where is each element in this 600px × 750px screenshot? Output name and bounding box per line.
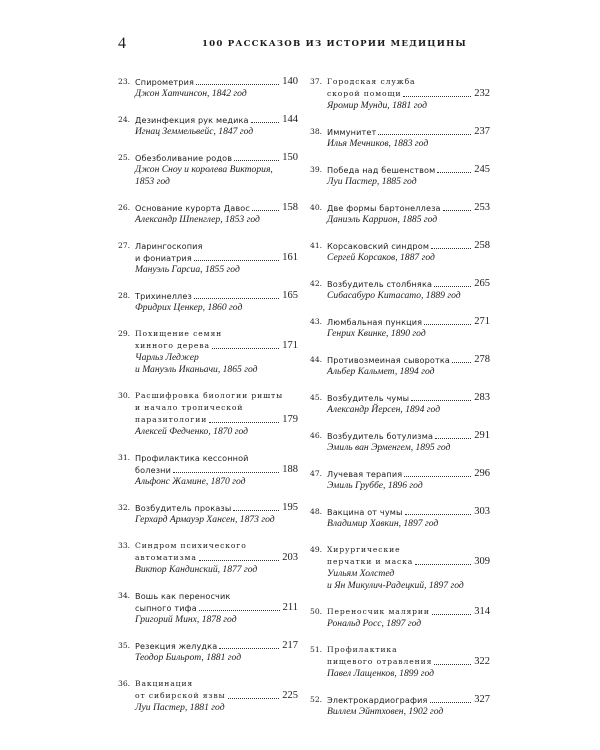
entry-page-number: 291 [474,430,490,441]
toc-title-line [118,690,298,702]
dot-leader [196,84,279,85]
entry-author: Виктор Кандинский, 1877 год [135,564,258,575]
entry-title: Переносчик малярии [327,607,430,616]
dot-leader [411,400,471,401]
dot-leader [209,422,279,423]
entry-title: Возбудитель чумы [327,393,410,403]
entry-title: Возбудитель проказы [135,503,232,513]
toc-entry[interactable] [118,390,298,438]
toc-title-line [310,316,490,328]
toc-title-line [310,126,490,138]
dot-leader [234,160,279,161]
toc-title-line [310,468,490,480]
entry-author: Герхард Армауэр Хансен, 1873 год [135,514,275,525]
entry-title: Дезинфекция рук медика [135,115,249,125]
toc-title-line [118,414,298,426]
toc-title-line [310,354,490,366]
toc-entry[interactable] [310,316,490,340]
toc-title-line [118,252,298,264]
dot-leader [404,476,471,477]
entry-number: 24. [118,115,131,124]
toc-author-line [118,352,298,364]
toc-title-line [310,656,490,668]
toc-title-line [118,402,298,414]
entry-number: 23. [118,77,131,86]
toc-author-line [310,580,490,592]
dot-leader [378,134,471,135]
toc-author-line [118,514,298,526]
toc-author-line [310,668,490,680]
entry-author: Джон Хатчинсон, 1842 год [135,88,247,99]
dot-leader [431,248,471,249]
toc-entry[interactable] [310,76,490,112]
entry-number: 35. [118,641,131,650]
toc-entry[interactable] [118,76,298,100]
entry-number: 50. [310,607,323,616]
toc-entry[interactable] [310,644,490,680]
entry-page-number: 144 [282,114,298,125]
entry-title: и начало тропической [135,403,244,412]
toc-author-line [310,404,490,416]
entry-author: Мануэль Гарсиа, 1855 год [135,264,240,275]
dot-leader [415,564,471,565]
dot-leader [252,210,279,211]
toc-author-line [310,706,490,718]
entry-page-number: 232 [474,88,490,99]
entry-page-number: 171 [282,340,298,351]
entry-number: 44. [310,355,323,364]
toc-title-line [118,502,298,514]
entry-number: 40. [310,203,323,212]
entry-title: Вакцинация [135,679,194,688]
toc-entry[interactable] [118,290,298,314]
entry-number: 45. [310,393,323,402]
toc-author-line [118,302,298,314]
toc-entry[interactable] [118,540,298,576]
entry-number: 31. [118,453,131,462]
toc-author-line [310,480,490,492]
entry-number: 25. [118,153,131,162]
dot-leader [194,260,279,261]
entry-number: 33. [118,541,131,550]
toc-author-line [310,618,490,630]
toc-author-line [118,426,298,438]
toc-author-line [310,518,490,530]
entry-author: Павел Лащенков, 1899 год [327,668,435,679]
toc-title-line [310,506,490,518]
entry-page-number: 237 [474,126,490,137]
toc-author-line [118,564,298,576]
toc-entry[interactable] [310,430,490,454]
entry-title: Спирометрия [135,77,195,87]
toc-entry[interactable] [310,164,490,188]
entry-number: 51. [310,645,323,654]
dot-leader [434,664,471,665]
dot-leader [212,348,279,349]
dot-leader [434,286,471,287]
entry-author: Даниэль Каррион, 1885 год [327,214,438,225]
toc-entry[interactable] [118,328,298,376]
entry-author: Александр Йерсен, 1894 год [327,404,441,415]
entry-author: Джон Сноу и королева Виктория, [135,164,273,175]
entry-author: Алексей Федченко, 1870 год [135,426,248,437]
entry-author: Виллем Эйнтховен, 1902 год [327,706,444,717]
dot-leader [424,324,471,325]
toc-title-line [310,278,490,290]
entry-author: 1853 год [135,176,170,187]
entry-author: и Ян Микулич-Радецкий, 1897 год [327,580,464,591]
entry-number: 49. [310,545,323,554]
entry-number: 48. [310,507,323,516]
entry-title: Возбудитель ботулизма [327,431,434,441]
toc-title-line [118,202,298,214]
dot-leader [173,472,279,473]
toc-title-line [310,694,490,706]
toc-title-line [310,392,490,404]
toc-entry[interactable] [118,152,298,188]
entry-number: 41. [310,241,323,250]
entry-number: 37. [310,77,323,86]
entry-page-number: 225 [282,690,298,701]
dot-leader [219,648,279,649]
toc-entry[interactable] [118,202,298,226]
dot-leader [403,96,471,97]
entry-title: болезни [135,465,172,475]
toc-title-line [118,114,298,126]
dot-leader [251,122,279,123]
entry-number: 47. [310,469,323,478]
entry-number: 43. [310,317,323,326]
toc-author-line [118,264,298,276]
page-header [118,35,490,53]
entry-number: 26. [118,203,131,212]
toc-entry[interactable] [118,502,298,526]
entry-title: Победа над бешенством [327,165,436,175]
toc-author-line [118,614,298,626]
toc-entry[interactable] [310,468,490,492]
entry-title: хинного дерева [135,341,210,350]
entry-page-number: 203 [282,552,298,563]
toc-entry[interactable] [310,202,490,226]
toc-entry[interactable] [118,452,298,488]
entry-title: Возбудитель столбняка [327,279,433,289]
entry-page-number: 211 [282,602,298,613]
entry-page-number: 253 [474,202,490,213]
entry-title: Расшифровка биологии ришты [135,391,284,400]
entry-page-number: 271 [474,316,490,327]
entry-title: пищевого отравления [327,657,433,666]
toc-entry[interactable] [310,126,490,150]
toc-author-line [310,442,490,454]
entry-title: Обезболивание родов [135,153,233,163]
toc-title-line [310,556,490,568]
entry-author: Илья Мечников, 1883 год [327,138,429,149]
toc-title-line [310,202,490,214]
entry-page-number: 165 [282,290,298,301]
toc-author-line [118,702,298,714]
entry-page-number: 278 [474,354,490,365]
toc-entry[interactable] [118,240,298,276]
page-number: 4 [118,35,126,52]
toc-title-line [310,88,490,100]
entry-page-number: 161 [282,252,298,263]
entry-title: Профилактика [327,645,398,654]
entry-title: Лучевая терапия [327,469,403,479]
entry-title: Люмбальная пункция [327,317,423,327]
entry-title: Городская служба [327,77,416,86]
toc-title-line [310,544,490,556]
toc-title-line [118,552,298,564]
dot-leader [430,702,471,703]
entry-page-number: 150 [282,152,298,163]
toc-entry[interactable] [310,278,490,302]
entry-page-number: 258 [474,240,490,251]
entry-page-number: 195 [282,502,298,513]
toc-author-line [310,176,490,188]
entry-author: Альбер Кальмет, 1894 год [327,366,435,377]
toc-author-line [310,366,490,378]
toc-title-line [118,328,298,340]
toc-entry[interactable] [310,606,490,630]
entry-author: Генрих Квинке, 1890 год [327,328,426,339]
entry-page-number: 245 [474,164,490,175]
entry-number: 36. [118,679,131,688]
entry-page-number: 309 [474,556,490,567]
dot-leader [435,438,471,439]
toc-author-line [118,126,298,138]
toc-author-line [118,88,298,100]
entry-author: Игнац Земмельвейс, 1847 год [135,126,254,137]
toc-author-line [118,652,298,664]
dot-leader [233,510,279,511]
dot-leader [199,560,279,561]
toc-author-line [310,252,490,264]
running-title: 100 РАССКАЗОВ ИЗ ИСТОРИИ МЕДИЦИНЫ [202,39,467,49]
toc-entry[interactable] [310,392,490,416]
entry-number: 42. [310,279,323,288]
entry-page-number: 327 [474,694,490,705]
entry-title: паразитологии [135,415,208,424]
entry-author: Владимир Хавкин, 1897 год [327,518,439,529]
entry-title: Две формы бартонеллеза [327,203,441,213]
dot-leader [452,362,471,363]
toc-title-line [118,540,298,552]
dot-leader [405,514,471,515]
entry-page-number: 283 [474,392,490,403]
toc-title-line [118,240,298,252]
toc-title-line [118,390,298,402]
toc-entry[interactable] [118,640,298,664]
toc-entry[interactable] [310,694,490,718]
toc-author-line [118,476,298,488]
toc-entry[interactable] [310,506,490,530]
toc-title-line [118,602,298,614]
toc-title-line [310,644,490,656]
toc-title-line [118,678,298,690]
toc-title-line [118,76,298,88]
entry-title: Трихинеллез [135,291,192,301]
dot-leader [443,210,471,211]
entry-page-number: 314 [474,606,490,617]
entry-author: Луи Пастер, 1881 год [135,702,225,713]
entry-title: Противозмеиная сыворотка [327,355,451,365]
toc-title-line [310,430,490,442]
entry-author: Яромир Мунди, 1881 год [327,100,427,111]
entry-author: Григорий Минх, 1878 год [135,614,237,625]
toc-entry[interactable] [118,678,298,714]
entry-author: Эмиль ван Эрменгем, 1895 год [327,442,451,453]
entry-title: Хирургические [327,545,401,554]
toc-entry[interactable] [310,354,490,378]
entry-author: Фридрих Ценкер, 1860 год [135,302,243,313]
dot-leader [194,298,279,299]
toc-title-line [118,152,298,164]
toc-title-line [310,606,490,618]
entry-number: 39. [310,165,323,174]
entry-title: Электрокардиография [327,695,428,705]
toc-title-line [118,340,298,352]
entry-title: от сибирской язвы [135,691,226,700]
toc-entry[interactable] [118,590,298,626]
entry-page-number: 158 [282,202,298,213]
toc-entry[interactable] [310,240,490,264]
entry-number: 29. [118,329,131,338]
entry-author: Рональд Росс, 1897 год [327,618,422,629]
entry-author: Луи Пастер, 1885 год [327,176,417,187]
entry-author: Сергей Корсаков, 1887 год [327,252,435,263]
entry-title: Похищение семян [135,329,223,338]
entry-title: скорой помощи [327,89,402,98]
entry-title: Вошь как переносчик [135,591,231,601]
entry-title: Профилактика кессонной [135,453,249,463]
entry-author: Альфонс Жамине, 1870 год [135,476,246,487]
toc-author-line [118,214,298,226]
entry-author: Александр Шпенглер, 1853 год [135,214,260,225]
toc-entry[interactable] [310,544,490,592]
entry-author: Эмиль Груббе, 1896 год [327,480,423,491]
entry-page-number: 303 [474,506,490,517]
toc-author-line [310,138,490,150]
toc-title-line [310,164,490,176]
entry-author: Чарльз Леджер [135,352,199,363]
toc-author-line [118,164,298,176]
toc-title-line [118,464,298,476]
entry-number: 38. [310,127,323,136]
entry-page-number: 140 [282,76,298,87]
entry-title: Синдром психического [135,541,247,550]
entry-number: 32. [118,503,131,512]
toc-author-line [310,100,490,112]
toc-title-line [310,76,490,88]
entry-title: перчатки и маска [327,557,414,566]
entry-title: Вакцина от чумы [327,507,403,517]
entry-page-number: 179 [282,414,298,425]
dot-leader [199,610,280,611]
entry-title: Корсаковский синдром [327,241,430,251]
toc-title-line [118,590,298,602]
entry-title: Основание курорта Давос [135,203,250,213]
entry-title: автоматизма [135,553,197,562]
toc-title-line [118,640,298,652]
entry-number: 52. [310,695,323,704]
entry-author: Сибасабуро Китасато, 1889 год [327,290,461,301]
entry-number: 46. [310,431,323,440]
toc-title-line [310,240,490,252]
entry-author: Уильям Холстед [327,568,395,579]
entry-author: Теодор Бильрот, 1881 год [135,652,242,663]
toc-title-line [118,290,298,302]
entry-page-number: 265 [474,278,490,289]
entry-title: Резекция желудка [135,641,218,651]
toc-author-line [118,364,298,376]
entry-title: сыпного тифа [135,603,197,613]
toc-author-line [310,328,490,340]
toc-author-line [310,568,490,580]
entry-title: Ларингоскопия [135,241,203,251]
entry-page-number: 296 [474,468,490,479]
entry-page-number: 188 [282,464,298,475]
entry-page-number: 217 [282,640,298,651]
entry-title: и фониатрия [135,253,192,263]
toc-title-line [118,452,298,464]
entry-number: 34. [118,591,131,600]
entry-number: 27. [118,241,131,250]
toc-author-line [310,290,490,302]
toc-entry[interactable] [118,114,298,138]
entry-title: Иммунитет [327,127,377,137]
toc-author-line [310,214,490,226]
entry-number: 30. [118,391,131,400]
toc-author-line [118,176,298,188]
dot-leader [437,172,471,173]
entry-author: и Мануэль Иканьачи, 1865 год [135,364,258,375]
dot-leader [228,698,279,699]
entry-number: 28. [118,291,131,300]
dot-leader [432,614,471,615]
entry-page-number: 322 [474,656,490,667]
